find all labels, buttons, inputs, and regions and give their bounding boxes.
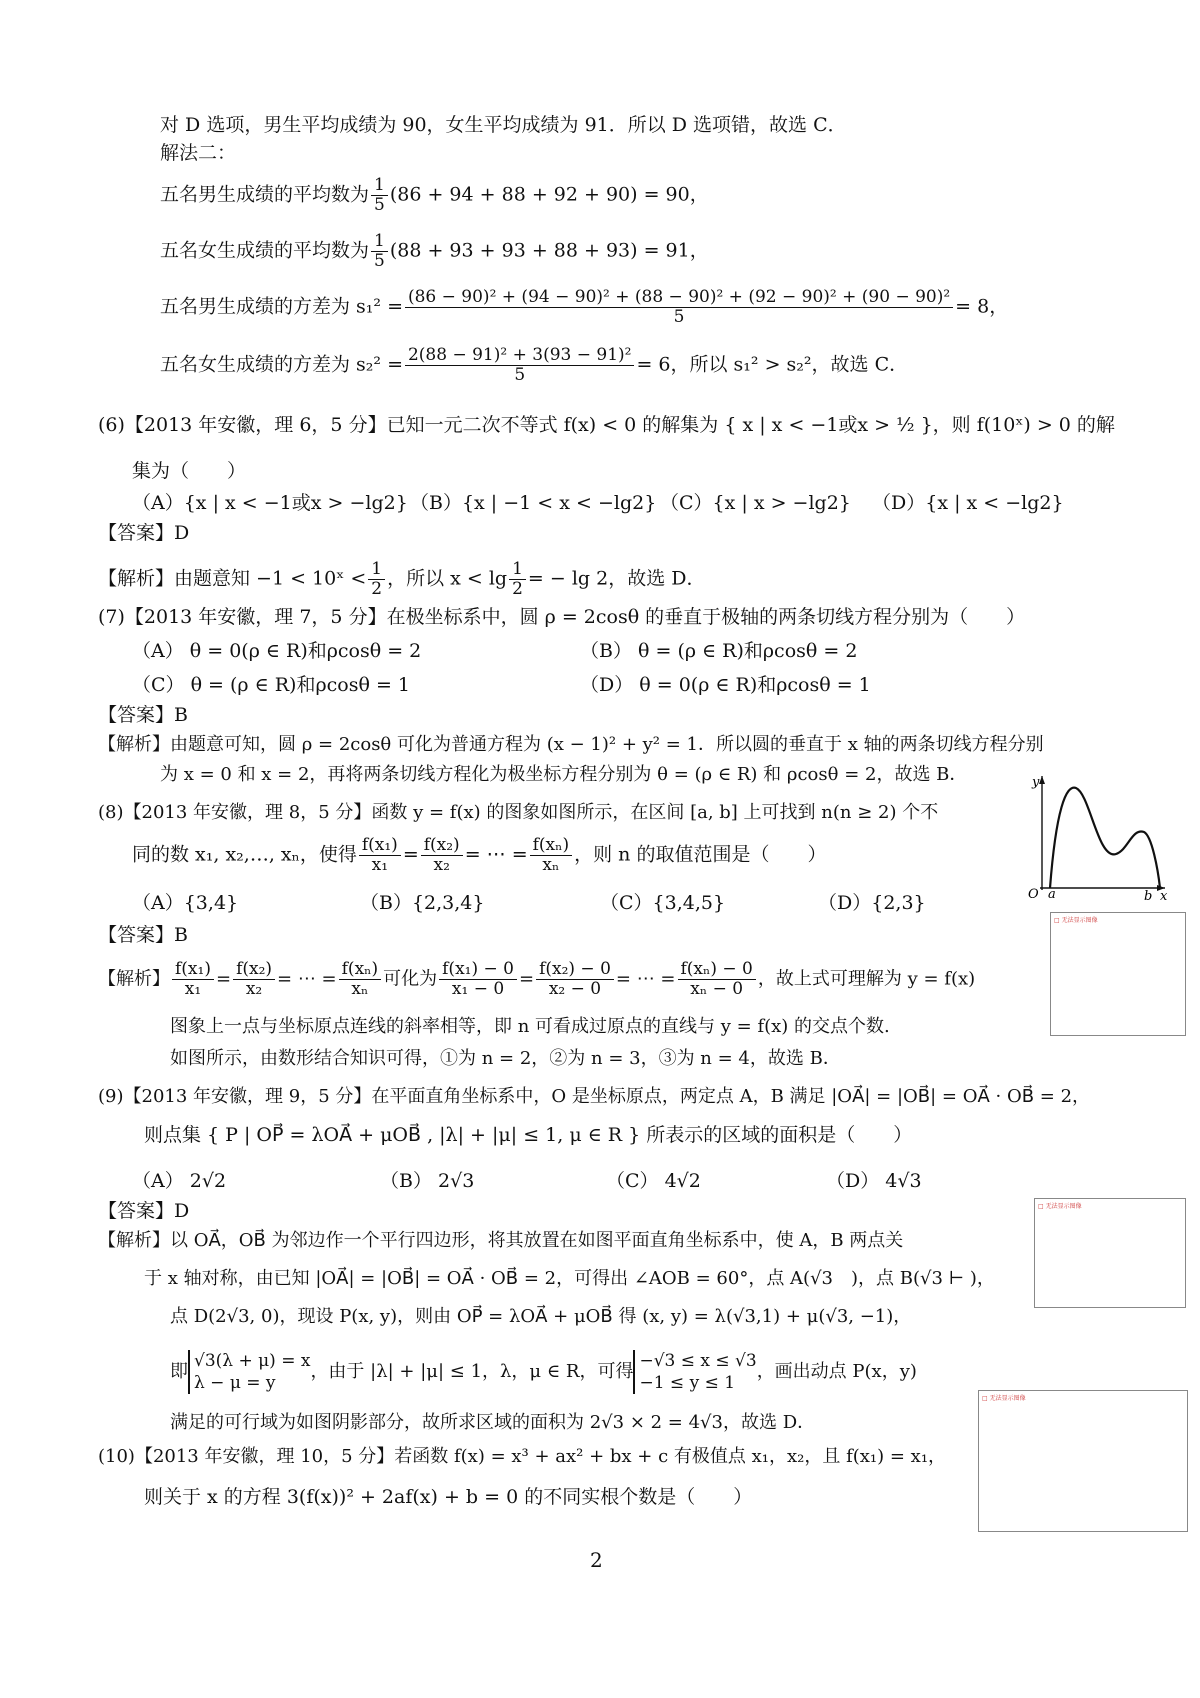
function-curve: [1050, 788, 1160, 888]
y-arrow-icon: [1039, 776, 1045, 784]
q9-stem-cont: 则点集 { P | OP⃗ = λOA⃗ + μOB⃗ , |λ| + |μ| ≤ 1, μ ∈ R } 所表示的区域的面积是（ ）: [144, 1124, 913, 1146]
q6-answer: 【答案】D: [98, 522, 190, 544]
placeholder-label: □ 无法显示图像: [1054, 917, 1098, 924]
variance-boys-line: 五名男生成绩的方差为 s₁² = (86 − 90)² + (94 − 90)² + (88 − 90)² + (92 − 90)² + (90 − 90)² 5 = 8，: [160, 287, 1009, 327]
graph-x-label: x: [1160, 889, 1168, 900]
q9-option-a: （A） 2√2: [132, 1170, 227, 1192]
q9-option-b: （B） 2√3: [380, 1170, 475, 1192]
q9-analysis-cont2: 点 D(2√3, 0)，现设 P(x, y)，则由 OP⃗ = λOA⃗ + μOB⃗ 得 (x, y) = λ(√3,1) + μ(√3, −1)，: [170, 1306, 912, 1327]
function-graph: [1020, 770, 1170, 900]
q6-option-b: （B）{x | −1 < x < −lg2}: [410, 492, 657, 514]
missing-image-placeholder: [1034, 1198, 1186, 1308]
q6-option-c: （C）{x | x > −lg2}: [660, 492, 851, 514]
graph-origin-label: O: [1028, 887, 1039, 900]
equation-system: √3(λ + μ) = x λ − μ = y: [188, 1350, 310, 1394]
q10-stem: (10)【2013 年安徽，理 10，5 分】若函数 f(x) = x³ + ax² + bx + c 有极值点 x₁，x₂，且 f(x₁) = x₁，: [98, 1446, 947, 1467]
q9-analysis-cont3: 即 √3(λ + μ) = x λ − μ = y ，由于 |λ| + |μ| ≤ 1，λ，μ ∈ R，可得 −√3 ≤ x ≤ √3 −1 ≤ y ≤ 1 ，画出动点 P(x，y): [170, 1351, 917, 1393]
placeholder-label: □ 无法显示图像: [1038, 1203, 1082, 1210]
missing-image-placeholder: [978, 1390, 1188, 1532]
text-line: 解法二：: [160, 142, 237, 164]
q9-analysis-cont4: 满足的可行域为如图阴影部分，故所求区域的面积为 2√3 × 2 = 4√3，故选 D．: [170, 1412, 816, 1433]
q9-option-d: （D） 4√3: [826, 1170, 922, 1192]
q6-stem: (6)【2013 年安徽，理 6，5 分】已知一元二次不等式 f(x) < 0 的解集为 { x | x < −1或x > ½ }，则 f(10ˣ) > 0 的解: [98, 414, 1115, 436]
q9-stem: (9)【2013 年安徽，理 9，5 分】在平面直角坐标系中，O 是坐标原点，两定点 A，B 满足 |OA⃗| = |OB⃗| = OA⃗ · OB⃗ = 2，: [98, 1086, 1091, 1107]
page-number: 2: [590, 1548, 603, 1572]
q10-stem-cont: 则关于 x 的方程 3(f(x))² + 2af(x) + b = 0 的不同实根个数是（ ）: [144, 1486, 753, 1508]
q9-option-c: （C） 4√2: [606, 1170, 701, 1192]
q7-option-b: （B） θ = (ρ ∈ R)和ρcosθ = 2: [580, 640, 858, 662]
q8-stem: (8)【2013 年安徽，理 8，5 分】函数 y = f(x) 的图象如图所示，在区间 [a, b] 上可找到 n(n ≥ 2) 个不: [98, 802, 939, 823]
q7-analysis-cont: 为 x = 0 和 x = 2，再将两条切线方程化为极坐标方程分别为 θ = (ρ ∈ R) 和 ρcosθ = 2，故选 B．: [160, 764, 968, 785]
mean-girls-line: 五名女生成绩的平均数为 $\frac{1}{5}$ (88 + 93 + 93 + 88 + 93) = 91，: [160, 231, 709, 271]
q9-analysis-cont: 于 x 轴对称，由已知 |OA⃗| = |OB⃗| = OA⃗ · OB⃗ = 2，可得出 ∠AOB = 60°，点 A(√3 )，点 B(√3 ⊢ )，: [144, 1268, 995, 1289]
missing-image-placeholder: [1050, 912, 1186, 1036]
q8-answer: 【答案】B: [98, 924, 188, 946]
q7-option-c: （C） θ = (ρ ∈ R)和ρcosθ = 1: [132, 674, 410, 696]
text-line: 对 D 选项，男生平均成绩为 90，女生平均成绩为 91．所以 D 选项错，故选 C．: [160, 114, 847, 136]
graph-a-label: a: [1048, 887, 1056, 900]
inequality-system: −√3 ≤ x ≤ √3 −1 ≤ y ≤ 1: [633, 1350, 756, 1394]
q6-option-a: （A）{x | x < −1或x > −lg2}: [132, 492, 408, 514]
q6-stem-cont: 集为（ ）: [132, 460, 247, 482]
q7-analysis: 【解析】由题意可知，圆 ρ = 2cosθ 可化为普通方程为 (x − 1)² + y² = 1．所以圆的垂直于 x 轴的两条切线方程分别: [98, 734, 1044, 755]
q7-answer: 【答案】B: [98, 704, 188, 726]
q9-answer: 【答案】D: [98, 1200, 190, 1222]
q8-option-d: （D）{2,3}: [818, 892, 926, 914]
q8-option-a: （A）{3,4}: [132, 892, 239, 914]
variance-girls-line: 五名女生成绩的方差为 s₂² = $\frac{\text{2(88 − 91)² + 3(93 − 91)²}}{5}$ = 6，所以 s₁² > s₂²，故选 C．: [160, 345, 909, 385]
q8-stem-cont: 同的数 x₁, x₂,…, xₙ，使得 $\frac{\text{f(x₁)}}{\text{x₁}}$ = $\frac{\text{f(x₂)}}{\text{x₂}}$ = ⋯ = $\frac{\text{f(xₙ)}}{\text{xₙ}}$ ，则 n 的取值范围是（ ）: [132, 835, 827, 875]
q8-analysis-cont: 图象上一点与坐标原点连线的斜率相等，即 n 可看成过原点的直线与 y = f(x) 的交点个数.: [170, 1016, 890, 1037]
q8-option-b: （B）{2,3,4}: [360, 892, 485, 914]
q6-option-d: （D）{x | x < −lg2}: [872, 492, 1064, 514]
q8-analysis-cont2: 如图所示，由数形结合知识可得，①为 n = 2，②为 n = 3，③为 n = 4，故选 B．: [170, 1048, 841, 1069]
mean-boys-line: 五名男生成绩的平均数为 $\frac{1}{5}$ (86 + 94 + 88 + 92 + 90) = 90，: [160, 175, 709, 215]
q9-analysis: 【解析】以 OA⃗，OB⃗ 为邻边作一个平行四边形，将其放置在如图平面直角坐标系中，使 A，B 两点关: [98, 1230, 904, 1251]
q7-option-a: （A） θ = 0(ρ ∈ R)和ρcosθ = 2: [132, 640, 422, 662]
graph-b-label: b: [1144, 889, 1153, 900]
q6-set: { x | x < −1或x > ½ }: [724, 414, 933, 436]
q8-analysis: 【解析】 $\frac{\text{f(x₁)}}{\text{x₁}}$ = $\frac{\text{f(x₂)}}{\text{x₂}}$ = ⋯ = $\frac{\text{f(xₙ)}}{\text{xₙ}}$ 可化为 $\frac{\text{f(x₁) − 0}}{\text{x₁ − 0}}$ = $\frac{\text{f(x₂) − 0}}{\text{x₂ − 0}}$ = ⋯ = $\frac{\text{f(xₙ) − 0}}{\text{xₙ − 0}}$ ，故上式可理解为 y = f(x): [98, 959, 976, 999]
q6-analysis: 【解析】由题意知 −1 < 10ˣ < $\frac{1}{2}$ ，所以 x < lg $\frac{1}{2}$ = − lg 2，故选 D．: [98, 559, 706, 599]
placeholder-label: □ 无法显示图像: [982, 1395, 1026, 1402]
q8-option-c: （C）{3,4,5}: [600, 892, 726, 914]
graph-y-label: y: [1032, 775, 1040, 790]
q7-option-d: （D） θ = 0(ρ ∈ R)和ρcosθ = 1: [580, 674, 871, 696]
q7-stem: (7)【2013 年安徽，理 7，5 分】在极坐标系中，圆 ρ = 2cosθ 的垂直于极轴的两条切线方程分别为（ ）: [98, 606, 1026, 628]
